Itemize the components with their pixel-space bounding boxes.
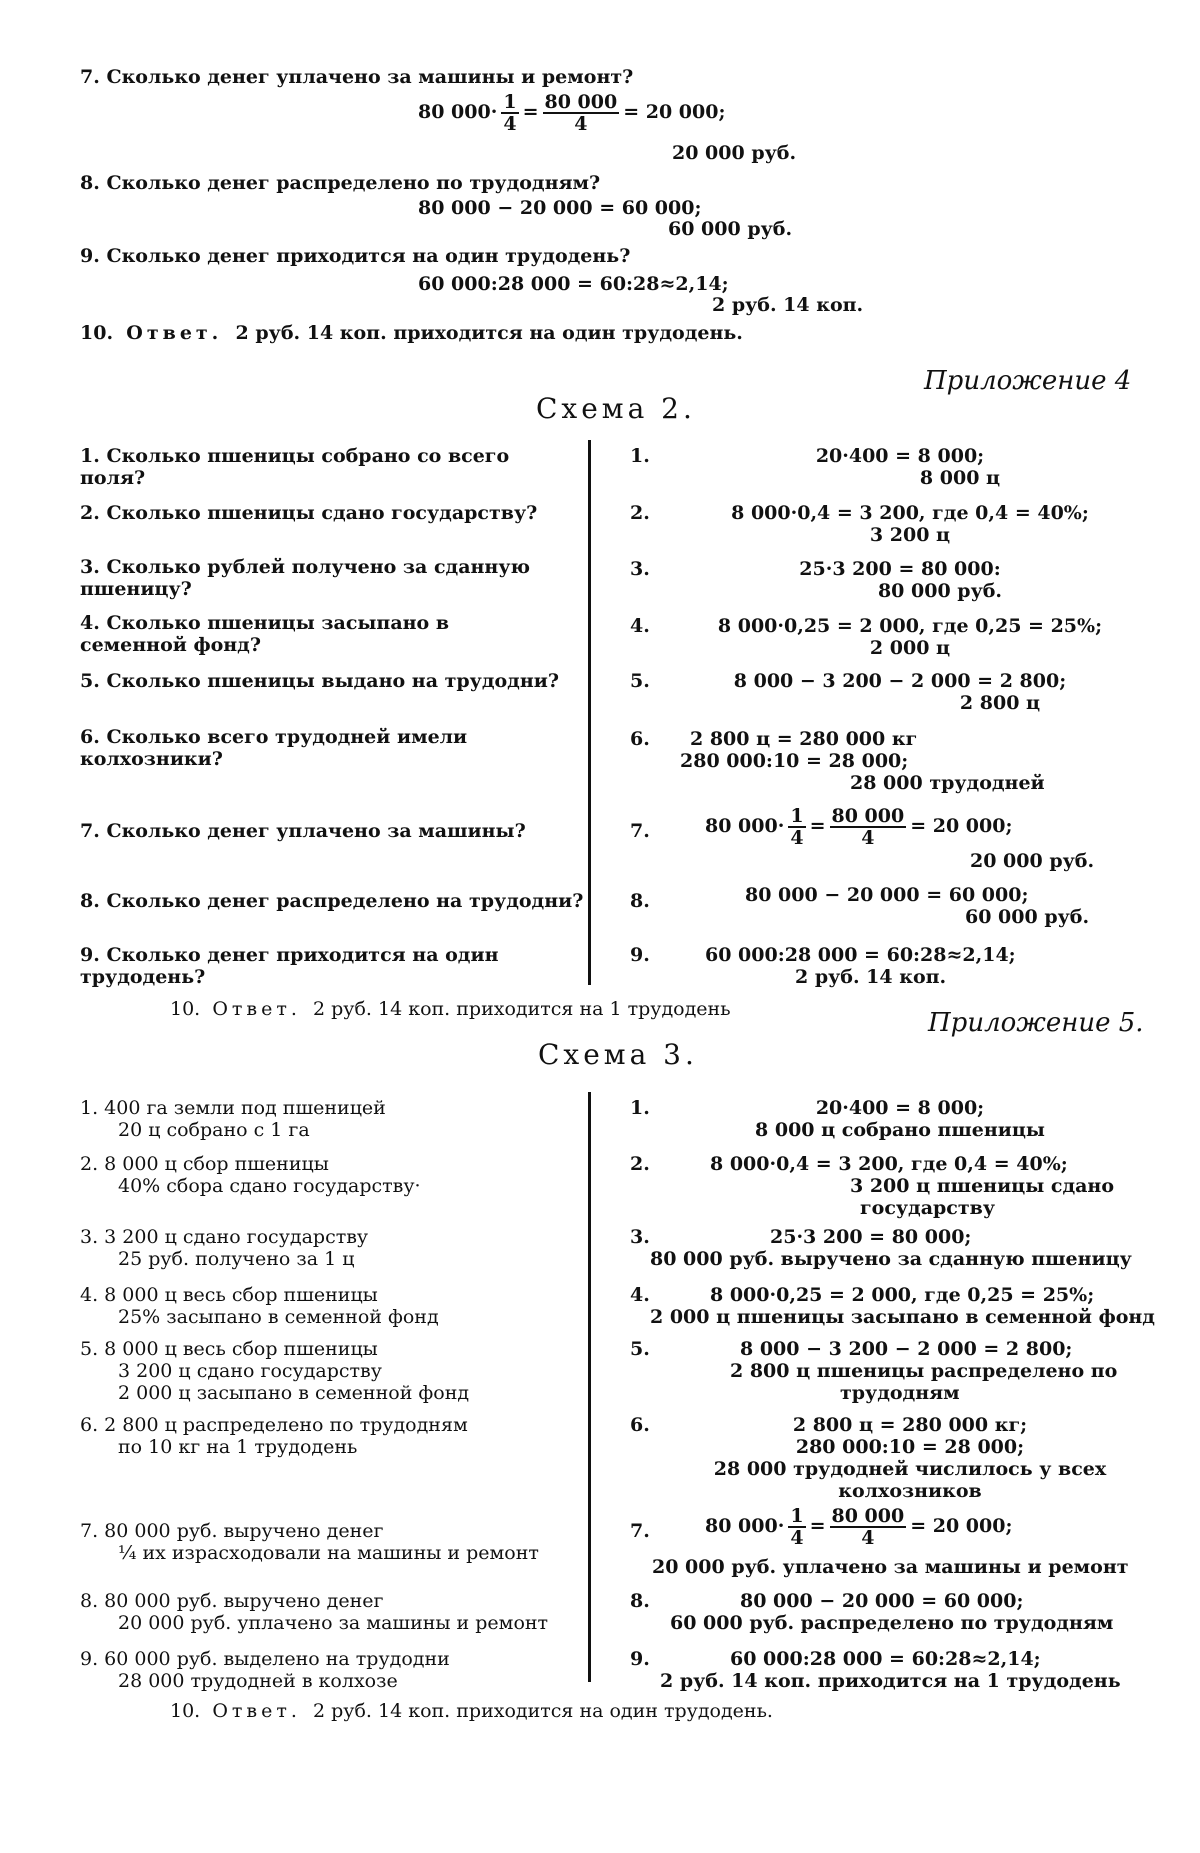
appendix5-a9: 60 000:28 000 = 60:28≈2,14; 2 руб. 14 коп. приходится на 1 трудодень (660, 1648, 1121, 1692)
appendix4-a7-calc: 80 000· $\frac{1}{4}$ = $\frac{80 000}{4}$ = 20 000; (705, 805, 1013, 849)
top-q9-calc: 60 000:28 000 = 60:28≈2,14; (418, 273, 729, 295)
appendix5-a1: 20·400 = 8 000; 8 000 ц собрано пшеницы (755, 1097, 1045, 1141)
appendix4-a5: 8 000 − 3 200 − 2 000 = 2 800; 2 800 ц (733, 670, 1067, 714)
appendix4-a4: 8 000·0,25 = 2 000, где 0,25 = 25%; 2 000 ц (717, 615, 1103, 659)
appendix5-n1: 1. (630, 1097, 650, 1119)
top-q7: 7. Сколько денег уплачено за машины и ремонт? (80, 66, 634, 88)
appendix5-n7: 7. (630, 1520, 650, 1542)
appendix4-title: Схема 2. (536, 392, 696, 425)
appendix4-n4: 4. (630, 615, 650, 637)
appendix5-a5: 8 000 − 3 200 − 2 000 = 2 800; 2 800 ц пшеницы распределено по трудодням (730, 1338, 1118, 1404)
top-q8: 8. Сколько денег распределено по трудодням? (80, 172, 601, 194)
appendix4-n1: 1. (630, 445, 650, 467)
top-answer-word: Ответ. (126, 322, 223, 344)
appendix4-a3: 25·3 200 = 80 000: 80 000 руб. (799, 558, 1003, 602)
appendix5-n3: 3. (630, 1226, 650, 1248)
appendix4-a9: 60 000:28 000 = 60:28≈2,14; 2 руб. 14 коп. (705, 944, 1016, 988)
top-q8-calc: 80 000 − 20 000 = 60 000; (418, 197, 702, 219)
appendix4-q3: 3. Сколько рублей получено за сданную пшеницу? (80, 556, 530, 600)
appendix4-n8: 8. (630, 890, 650, 912)
appendix5-n5: 5. (630, 1338, 650, 1360)
appendix5-a3: 25·3 200 = 80 000; 80 000 руб. выручено за сданную пшеницу (650, 1226, 1132, 1270)
top-q8-answer: 60 000 руб. (668, 218, 793, 240)
top-q7-answer: 20 000 руб. (672, 142, 797, 164)
appendix5-title: Схема 3. (538, 1038, 698, 1071)
appendix4-answer: 10. Ответ. 2 руб. 14 коп. приходится на 1 трудодень (170, 998, 731, 1020)
appendix4-n3: 3. (630, 558, 650, 580)
appendix4-label: Приложение 4 (924, 366, 1132, 396)
appendix4-q8: 8. Сколько денег распределено на трудодни? (80, 890, 584, 912)
appendix5-a8: 80 000 − 20 000 = 60 000; 60 000 руб. распределено по трудодням (670, 1590, 1114, 1634)
appendix4-q5: 5. Сколько пшеницы выдано на трудодни? (80, 670, 559, 692)
appendix5-a7-calc: 80 000· $\frac{1}{4}$ = $\frac{80 000}{4}$ = 20 000; (705, 1505, 1013, 1549)
appendix4-n5: 5. (630, 670, 650, 692)
appendix4-n9: 9. (630, 944, 650, 966)
appendix5-a7-answer: 20 000 руб. уплачено за машины и ремонт (652, 1556, 1129, 1578)
appendix5-n8: 8. (630, 1590, 650, 1612)
appendix5-q1: 1. 400 га земли под пшеницей 20 ц собрано с 1 га (80, 1097, 386, 1141)
appendix5-q3: 3. 3 200 ц сдано государству 25 руб. получено за 1 ц (80, 1226, 369, 1270)
appendix4-a6: 2 800 ц = 280 000 кг 280 000:10 = 28 000; 28 000 трудодней (680, 728, 1045, 794)
top-q9-answer: 2 руб. 14 коп. (712, 294, 864, 316)
appendix4-q7: 7. Сколько денег уплачено за машины? (80, 820, 526, 842)
appendix5-a4: 8 000·0,25 = 2 000, где 0,25 = 25%; 2 000 ц пшеницы засыпано в семенной фонд (650, 1284, 1155, 1328)
top-q7-lead: 80 000· (418, 101, 498, 123)
appendix4-a1: 20·400 = 8 000; 8 000 ц (815, 445, 1001, 489)
appendix5-answer: 10. Ответ. 2 руб. 14 коп. приходится на один трудодень. (170, 1700, 773, 1722)
appendix4-a2: 8 000·0,4 = 3 200, где 0,4 = 40%; 3 200 ц (731, 502, 1089, 546)
appendix5-q5: 5. 8 000 ц весь сбор пшеницы 3 200 ц сдано государству 2 000 ц засыпано в семенной фонд (80, 1338, 470, 1404)
appendix5-a2: 8 000·0,4 = 3 200, где 0,4 = 40%; 3 200 ц пшеницы сдано государству (710, 1153, 1114, 1219)
appendix5-q7: 7. 80 000 руб. выручено денег ¼ их израсходовали на машины и ремонт (80, 1520, 539, 1564)
top-q7-frac1: $\frac{1}{4}$ (503, 91, 517, 135)
appendix4-a7-answer: 20 000 руб. (970, 850, 1095, 872)
appendix5-q9: 9. 60 000 руб. выделено на трудодни 28 000 трудодней в колхозе (80, 1648, 450, 1692)
appendix5-q8: 8. 80 000 руб. выручено денег 20 000 руб. уплачено за машины и ремонт (80, 1590, 549, 1634)
appendix4-a8: 80 000 − 20 000 = 60 000; 60 000 руб. (745, 884, 1090, 928)
appendix4-q4: 4. Сколько пшеницы засыпано в семенной фонд? (80, 612, 450, 656)
appendix4-n2: 2. (630, 502, 650, 524)
appendix5-divider (588, 1092, 591, 1682)
appendix5-n2: 2. (630, 1153, 650, 1175)
top-q9: 9. Сколько денег приходится на один трудодень? (80, 245, 631, 267)
appendix5-q4: 4. 8 000 ц весь сбор пшеницы 25% засыпано в семенной фонд (80, 1284, 439, 1328)
appendix4-q1: 1. Сколько пшеницы собрано со всего поля? (80, 445, 510, 489)
appendix5-label: Приложение 5. (928, 1008, 1144, 1038)
appendix5-n9: 9. (630, 1648, 650, 1670)
appendix5-q6: 6. 2 800 ц распределено по трудодням по 10 кг на 1 трудодень (80, 1414, 468, 1458)
top-answer: 10. Ответ. 2 руб. 14 коп. приходится на один трудодень. (80, 322, 743, 344)
top-q7-frac2: $\frac{80 000}{4}$ (544, 91, 618, 135)
top-q7-calc: 80 000· $\frac{1}{4}$ = $\frac{80 000}{4}$ = 20 000; (418, 91, 726, 135)
appendix4-n6: 6. (630, 728, 650, 750)
appendix5-a6: 2 800 ц = 280 000 кг; 280 000:10 = 28 000; 28 000 трудодней числилось у всех колхозников (713, 1414, 1107, 1502)
appendix5-n4: 4. (630, 1284, 650, 1306)
appendix4-q2: 2. Сколько пшеницы сдано государству? (80, 502, 538, 524)
appendix4-n7: 7. (630, 820, 650, 842)
appendix4-q6: 6. Сколько всего трудодней имели колхозники? (80, 726, 468, 770)
appendix4-q9: 9. Сколько денег приходится на один трудодень? (80, 944, 499, 988)
appendix5-n6: 6. (630, 1414, 650, 1436)
appendix5-q2: 2. 8 000 ц сбор пшеницы 40% сбора сдано государству· (80, 1153, 421, 1197)
